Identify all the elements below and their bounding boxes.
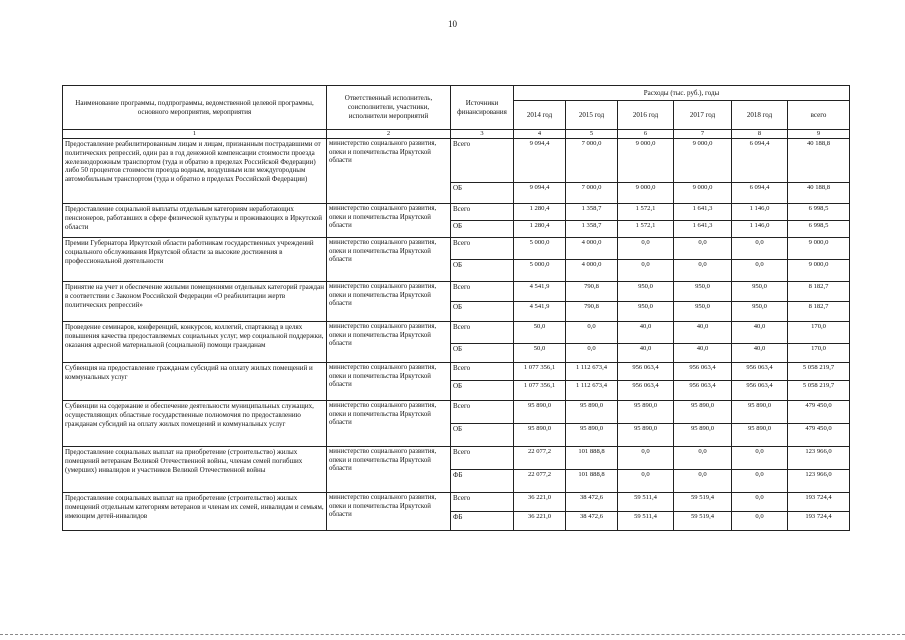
funding-source: Всего [451, 401, 514, 424]
table-row [63, 322, 850, 344]
funding-source: ОБ [451, 344, 514, 363]
year-value: 1 572,1 [618, 221, 674, 238]
year-value: 0,0 [732, 493, 788, 512]
year-value: 790,8 [566, 302, 618, 322]
year-value: 95 890,0 [618, 401, 674, 424]
funding-source: ОБ [451, 381, 514, 401]
funding-source: Всего [451, 322, 514, 344]
year-value: 4 000,0 [566, 238, 618, 260]
column-number: 4 [514, 130, 566, 139]
responsible-executor: министерство социального развития, опеки и попечительства Иркутской области [327, 447, 451, 493]
year-value: 0,0 [732, 447, 788, 470]
year-value: 5 000,0 [514, 238, 566, 260]
total-value: 9 000,0 [788, 260, 850, 282]
total-value: 9 000,0 [788, 238, 850, 260]
year-value: 50,0 [514, 344, 566, 363]
year-value: 40,0 [674, 344, 732, 363]
year-value: 956 063,4 [618, 381, 674, 401]
year-value: 1 358,7 [566, 204, 618, 221]
funding-source: ОБ [451, 260, 514, 282]
year-value: 0,0 [732, 260, 788, 282]
year-value: 0,0 [674, 447, 732, 470]
table-row [63, 493, 850, 512]
year-value: 1 280,4 [514, 221, 566, 238]
total-value: 6 998,5 [788, 221, 850, 238]
year-value: 4 541,9 [514, 302, 566, 322]
year-value: 1 112 673,4 [566, 363, 618, 381]
funding-source: Всего [451, 204, 514, 221]
year-value: 1 358,7 [566, 221, 618, 238]
activity-name: Предоставление реабилитированным лицам и лицам, признанным пострадавшими от политических репрессий, один раз в год денежной компенсации стоимости проезда железнодорожным транспортом (туда и обратно в пределах Российской Федерации) либо 50 процентов стоимости проезда водным, воздушным или междугородным автомобильным транспортом (туда и обратно в пределах Российской Федерации) [63, 139, 327, 204]
year-value: 0,0 [566, 344, 618, 363]
year-value: 0,0 [674, 238, 732, 260]
year-value: 9 094,4 [514, 183, 566, 204]
funding-source: ФБ [451, 512, 514, 531]
year-value: 1 641,3 [674, 204, 732, 221]
responsible-executor: министерство социального развития, опеки и попечительства Иркутской области [327, 401, 451, 447]
column-number: 2 [327, 130, 451, 139]
year-value: 956 063,4 [732, 363, 788, 381]
year-value: 59 519,4 [674, 493, 732, 512]
table-row [63, 447, 850, 470]
header-expenses: Расходы (тыс. руб.), годы [514, 86, 850, 101]
year-value: 6 094,4 [732, 139, 788, 183]
year-value: 0,0 [618, 238, 674, 260]
responsible-executor: министерство социального развития, опеки и попечительства Иркутской области [327, 204, 451, 238]
activity-name: Проведение семинаров, конференций, конкурсов, коллегий, спартакиад в целях повышения качества предоставляемых социальных услуг, мер социальной поддержки, оказания адресной материальной (социальной) помощи гражданам [63, 322, 327, 363]
year-value: 22 077,2 [514, 447, 566, 470]
year-value: 95 890,0 [674, 424, 732, 447]
year-value: 1 077 356,1 [514, 363, 566, 381]
year-value: 95 890,0 [566, 401, 618, 424]
column-number: 3 [451, 130, 514, 139]
year-value: 22 077,2 [514, 470, 566, 493]
year-value: 950,0 [732, 302, 788, 322]
year-value: 6 094,4 [732, 183, 788, 204]
responsible-executor: министерство социального развития, опеки и попечительства Иркутской области [327, 493, 451, 531]
page-number: 10 [448, 19, 457, 29]
total-value: 123 966,0 [788, 447, 850, 470]
year-value: 95 890,0 [618, 424, 674, 447]
total-value: 479 450,0 [788, 424, 850, 447]
year-value: 36 221,0 [514, 512, 566, 531]
table-row [63, 282, 850, 302]
year-value: 59 519,4 [674, 512, 732, 531]
total-value: 40 188,8 [788, 139, 850, 183]
year-value: 40,0 [618, 322, 674, 344]
funding-source: Всего [451, 139, 514, 183]
year-value: 0,0 [618, 447, 674, 470]
year-value: 59 511,4 [618, 512, 674, 531]
total-value: 40 188,8 [788, 183, 850, 204]
total-value: 170,0 [788, 344, 850, 363]
column-number: 6 [618, 130, 674, 139]
funding-source: Всего [451, 238, 514, 260]
year-value: 7 000,0 [566, 139, 618, 183]
header-year: 2017 год [674, 101, 732, 130]
year-value: 95 890,0 [732, 424, 788, 447]
responsible-executor: министерство социального развития, опеки и попечительства Иркутской области [327, 322, 451, 363]
year-value: 36 221,0 [514, 493, 566, 512]
column-number: 9 [788, 130, 850, 139]
total-value: 6 998,5 [788, 204, 850, 221]
activity-name: Предоставление социальных выплат на приобретение (строительство) жилых помещений отдельным категориям ветеранов и членам их семей, инвалидам и семьям, имеющим детей-инвалидов [63, 493, 327, 531]
year-value: 7 000,0 [566, 183, 618, 204]
year-value: 9 000,0 [674, 139, 732, 183]
activity-name: Премии Губернатора Иркутской области работникам государственных учреждений социального обслуживания Иркутской области за высокие достижения в профессиональной деятельности [63, 238, 327, 282]
activity-name: Предоставление социальной выплаты отдельным категориям неработающих пенсионеров, работавших в сфере физической культуры и проживающих в Иркутской области [63, 204, 327, 238]
activity-name: Предоставление социальных выплат на приобретение (строительство) жилых помещений ветеранам Великой Отечественной войны, членам семей погибших (умерших) инвалидов и участников Великой Отечественной войны [63, 447, 327, 493]
year-value: 4 000,0 [566, 260, 618, 282]
year-value: 0,0 [674, 260, 732, 282]
year-value: 59 511,4 [618, 493, 674, 512]
year-value: 40,0 [732, 322, 788, 344]
header-source: Источники финансирования [451, 86, 514, 130]
funding-source: ОБ [451, 221, 514, 238]
funding-source: Всего [451, 363, 514, 381]
year-value: 40,0 [732, 344, 788, 363]
year-value: 1 641,3 [674, 221, 732, 238]
page-bottom-divider [0, 634, 905, 635]
table-row [63, 401, 850, 424]
year-value: 40,0 [618, 344, 674, 363]
table-row [63, 238, 850, 260]
total-value: 479 450,0 [788, 401, 850, 424]
table-body [63, 139, 850, 531]
responsible-executor: министерство социального развития, опеки и попечительства Иркутской области [327, 238, 451, 282]
responsible-executor: министерство социального развития, опеки и попечительства Иркутской области [327, 282, 451, 322]
year-value: 1 077 356,1 [514, 381, 566, 401]
year-value: 956 063,4 [674, 381, 732, 401]
year-value: 1 146,0 [732, 204, 788, 221]
funding-source: ОБ [451, 302, 514, 322]
header-name: Наименование программы, подпрограммы, ведомственной целевой программы, основного мероприятия, мероприятия [63, 86, 327, 130]
table-row [63, 204, 850, 221]
total-value: 5 058 219,7 [788, 363, 850, 381]
year-value: 38 472,6 [566, 493, 618, 512]
funding-source: ОБ [451, 183, 514, 204]
funding-source: Всего [451, 447, 514, 470]
header-total: всего [788, 101, 850, 130]
year-value: 5 000,0 [514, 260, 566, 282]
total-value: 123 966,0 [788, 470, 850, 493]
year-value: 0,0 [674, 470, 732, 493]
year-value: 0,0 [732, 470, 788, 493]
year-value: 40,0 [674, 322, 732, 344]
year-value: 9 000,0 [618, 139, 674, 183]
funding-source: ОБ [451, 424, 514, 447]
year-value: 0,0 [566, 322, 618, 344]
header-year: 2016 год [618, 101, 674, 130]
column-number: 1 [63, 130, 327, 139]
total-value: 193 724,4 [788, 512, 850, 531]
funding-source: ФБ [451, 470, 514, 493]
year-value: 950,0 [732, 282, 788, 302]
header-year: 2015 год [566, 101, 618, 130]
funding-source: Всего [451, 493, 514, 512]
column-number: 8 [732, 130, 788, 139]
year-value: 95 890,0 [674, 401, 732, 424]
year-value: 4 541,9 [514, 282, 566, 302]
funding-source: Всего [451, 282, 514, 302]
year-value: 950,0 [674, 302, 732, 322]
activity-name: Принятие на учет и обеспечение жилыми помещениями отдельных категорий граждан в соответствии с Законом Российской Федерации «О реабилитации жертв политических репрессий» [63, 282, 327, 322]
year-value: 1 146,0 [732, 221, 788, 238]
activity-name: Субвенции на содержание и обеспечение деятельности муниципальных служащих, осуществляющих областные государственные полномочия по предоставлению гражданам субсидий на оплату жилых помещений и коммунальных услуг [63, 401, 327, 447]
year-value: 1 572,1 [618, 204, 674, 221]
column-number: 5 [566, 130, 618, 139]
header-year: 2014 год [514, 101, 566, 130]
year-value: 95 890,0 [514, 424, 566, 447]
header-year: 2018 год [732, 101, 788, 130]
responsible-executor: министерство социального развития, опеки и попечительства Иркутской области [327, 139, 451, 204]
year-value: 95 890,0 [732, 401, 788, 424]
year-value: 0,0 [732, 238, 788, 260]
year-value: 0,0 [618, 470, 674, 493]
year-value: 50,0 [514, 322, 566, 344]
total-value: 193 724,4 [788, 493, 850, 512]
year-value: 95 890,0 [566, 424, 618, 447]
responsible-executor: министерство социального развития, опеки и попечительства Иркутской области [327, 363, 451, 401]
year-value: 101 888,8 [566, 447, 618, 470]
year-value: 0,0 [618, 260, 674, 282]
year-value: 950,0 [618, 302, 674, 322]
year-value: 950,0 [674, 282, 732, 302]
total-value: 8 182,7 [788, 302, 850, 322]
year-value: 38 472,6 [566, 512, 618, 531]
year-value: 9 000,0 [618, 183, 674, 204]
year-value: 956 063,4 [732, 381, 788, 401]
year-value: 9 000,0 [674, 183, 732, 204]
total-value: 170,0 [788, 322, 850, 344]
year-value: 1 112 673,4 [566, 381, 618, 401]
year-value: 0,0 [732, 512, 788, 531]
column-number: 7 [674, 130, 732, 139]
table-row [63, 139, 850, 183]
year-value: 9 094,4 [514, 139, 566, 183]
year-value: 956 063,4 [618, 363, 674, 381]
year-value: 950,0 [618, 282, 674, 302]
total-value: 8 182,7 [788, 282, 850, 302]
year-value: 790,8 [566, 282, 618, 302]
header-responsible: Ответственный исполнитель, соисполнители, участники, исполнители мероприятий [327, 86, 451, 130]
year-value: 1 280,4 [514, 204, 566, 221]
year-value: 101 888,8 [566, 470, 618, 493]
total-value: 5 058 219,7 [788, 381, 850, 401]
year-value: 95 890,0 [514, 401, 566, 424]
budget-table [62, 85, 850, 531]
table-row [63, 363, 850, 381]
year-value: 956 063,4 [674, 363, 732, 381]
activity-name: Субвенция на предоставление гражданам субсидий на оплату жилых помещений и коммунальных услуг [63, 363, 327, 401]
